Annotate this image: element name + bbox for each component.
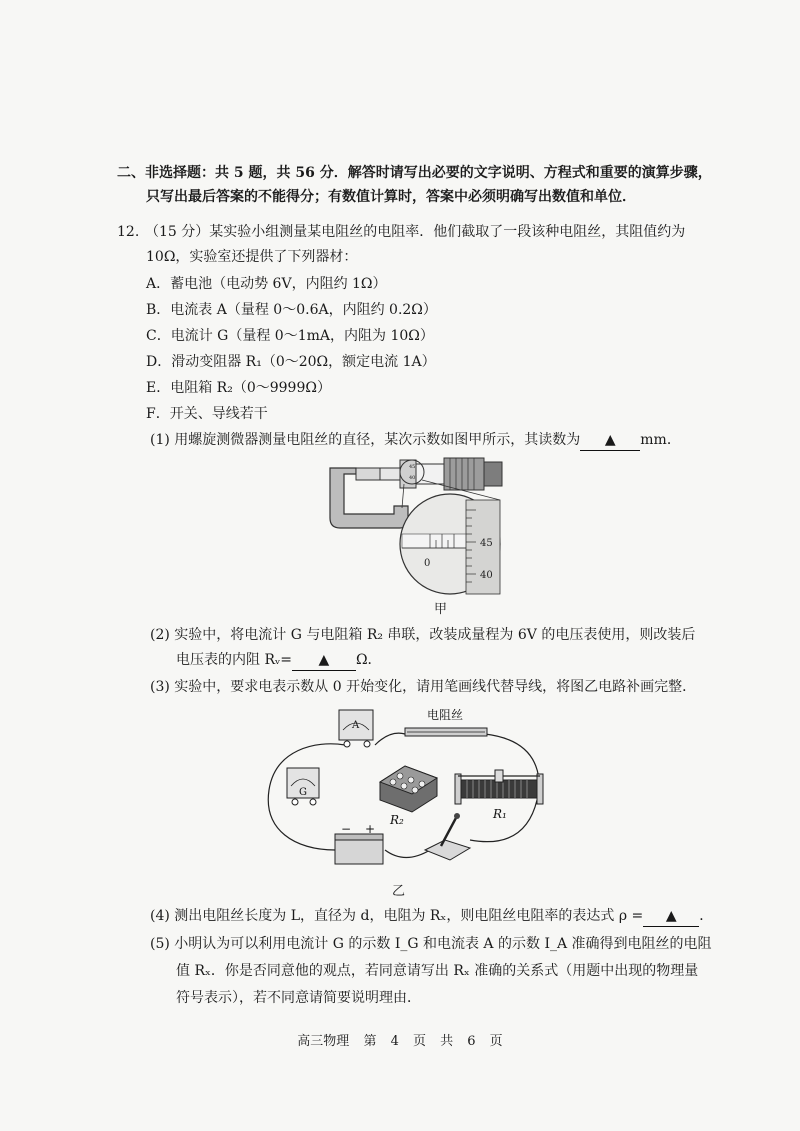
mini-scale-45: 45 — [409, 464, 416, 470]
battery-minus-label: − — [341, 822, 352, 836]
sleeve-scale-0: 0 — [424, 558, 431, 569]
resistance-wire-label: 电阻丝 — [427, 708, 464, 722]
thimble-scale-40: 40 — [480, 570, 493, 581]
part5-line3: 符号表示），若不同意请简要说明理由． — [176, 990, 421, 1006]
option-e: E．电阻箱 R₂（0～9999Ω） — [146, 380, 331, 396]
question-intro-line1: （15 分）某实验小组测量某电阻丝的电阻率．他们截取了一段该种电阻丝，其阻值约为 — [145, 224, 686, 240]
footer-total: 共 6 页 — [440, 1034, 503, 1049]
part2-unit: Ω． — [355, 652, 382, 668]
option-b: B．电流表 A（量程 0～0.6A，内阻约 0.2Ω） — [146, 302, 437, 318]
part1-unit: mm． — [640, 432, 681, 448]
part4-prompt: (4) 测出电阻丝长度为 L，直径为 d，电阻为 Rₓ，则电阻丝电阻率的表达式 ρ = — [150, 908, 644, 924]
option-c: C．电流计 G（量程 0～1mA，内阻为 10Ω） — [146, 328, 434, 344]
part4-end: ． — [699, 908, 714, 924]
footer-page: 第 4 页 — [363, 1034, 426, 1049]
wire-resistance-wire-rheostat — [485, 734, 539, 780]
part3-text: (3) 实验中，要求电表示数从 0 开始变化，请用笔画线代替导线，将图乙电路补画完整． — [150, 679, 697, 695]
option-f: F．开关、导线若干 — [146, 406, 268, 422]
answer-blank-2[interactable]: ▲ — [292, 650, 356, 671]
figure-caption-jia: 甲 — [434, 602, 448, 617]
rheostat — [455, 770, 543, 821]
r2-label: R₂ — [390, 813, 404, 827]
battery-plus-label: + — [365, 822, 376, 836]
micrometer-figure — [320, 448, 520, 596]
zoomed-reading — [400, 494, 500, 594]
option-a: A．蓄电池（电动势 6V，内阻约 1Ω） — [146, 276, 387, 292]
mini-scale-40: 40 — [409, 475, 416, 481]
micrometer-ratchet — [484, 462, 502, 486]
part1-prompt: (1) 用螺旋测微器测量电阻丝的直径，某次示数如图甲所示，其读数为 — [150, 432, 581, 448]
circuit-figure — [255, 700, 555, 878]
galvanometer-label: G — [299, 787, 307, 798]
micrometer-spindle — [380, 468, 400, 480]
option-d: D．滑动变阻器 R₁（0～20Ω，额定电流 1A） — [146, 354, 436, 370]
resistance-box — [380, 766, 437, 827]
answer-blank-4[interactable]: ▲ — [643, 906, 699, 927]
r1-label: R₁ — [493, 807, 507, 821]
switch — [425, 813, 470, 860]
part4-text — [150, 906, 713, 927]
part2-prompt: 电压表的内阻 Rᵥ= — [176, 652, 292, 668]
ammeter-label: A — [352, 720, 360, 731]
part5-line1: (5) 小明认为可以利用电流计 G 的示数 I_G 和电流表 A 的示数 I_A 准确得到电阻丝的电阻 — [150, 936, 712, 952]
thimble-scale-45: 45 — [480, 538, 493, 549]
footer-subject: 高三物理 — [297, 1034, 350, 1049]
section-heading-line2: 只写出最后答案的不能得分；有数值计算时，答案中必须明确写出数值和单位． — [146, 189, 636, 205]
question-intro-line2: 10Ω，实验室还提供了下列器材： — [146, 249, 358, 265]
question-number: 12. — [117, 224, 140, 240]
figure-caption-yi: 乙 — [392, 884, 406, 899]
part5-line2: 值 Rₓ．你是否同意他的观点，若同意请写出 Rₓ 准确的关系式（用题中出现的物理量 — [176, 963, 699, 979]
resistance-wire — [405, 707, 487, 736]
micrometer-anvil — [356, 468, 380, 480]
part2-line2 — [176, 650, 382, 671]
part2-line1: (2) 实验中，将电流计 G 与电阻箱 R₂ 串联，改装成量程为 6V 的电压表使用，则改装后 — [150, 627, 696, 643]
ammeter — [339, 710, 373, 747]
wire-battery-switch — [385, 850, 430, 858]
section-heading-line1: 二、非选择题：共 5 题，共 56 分．解答时请写出必要的文字说明、方程式和重要的演算步骤， — [117, 165, 712, 181]
answer-blank-1[interactable]: ▲ — [580, 430, 640, 451]
page-footer — [0, 1030, 800, 1049]
galvanometer — [287, 768, 319, 805]
wire-ammeter-resistance-wire — [375, 733, 405, 745]
battery — [335, 822, 383, 864]
